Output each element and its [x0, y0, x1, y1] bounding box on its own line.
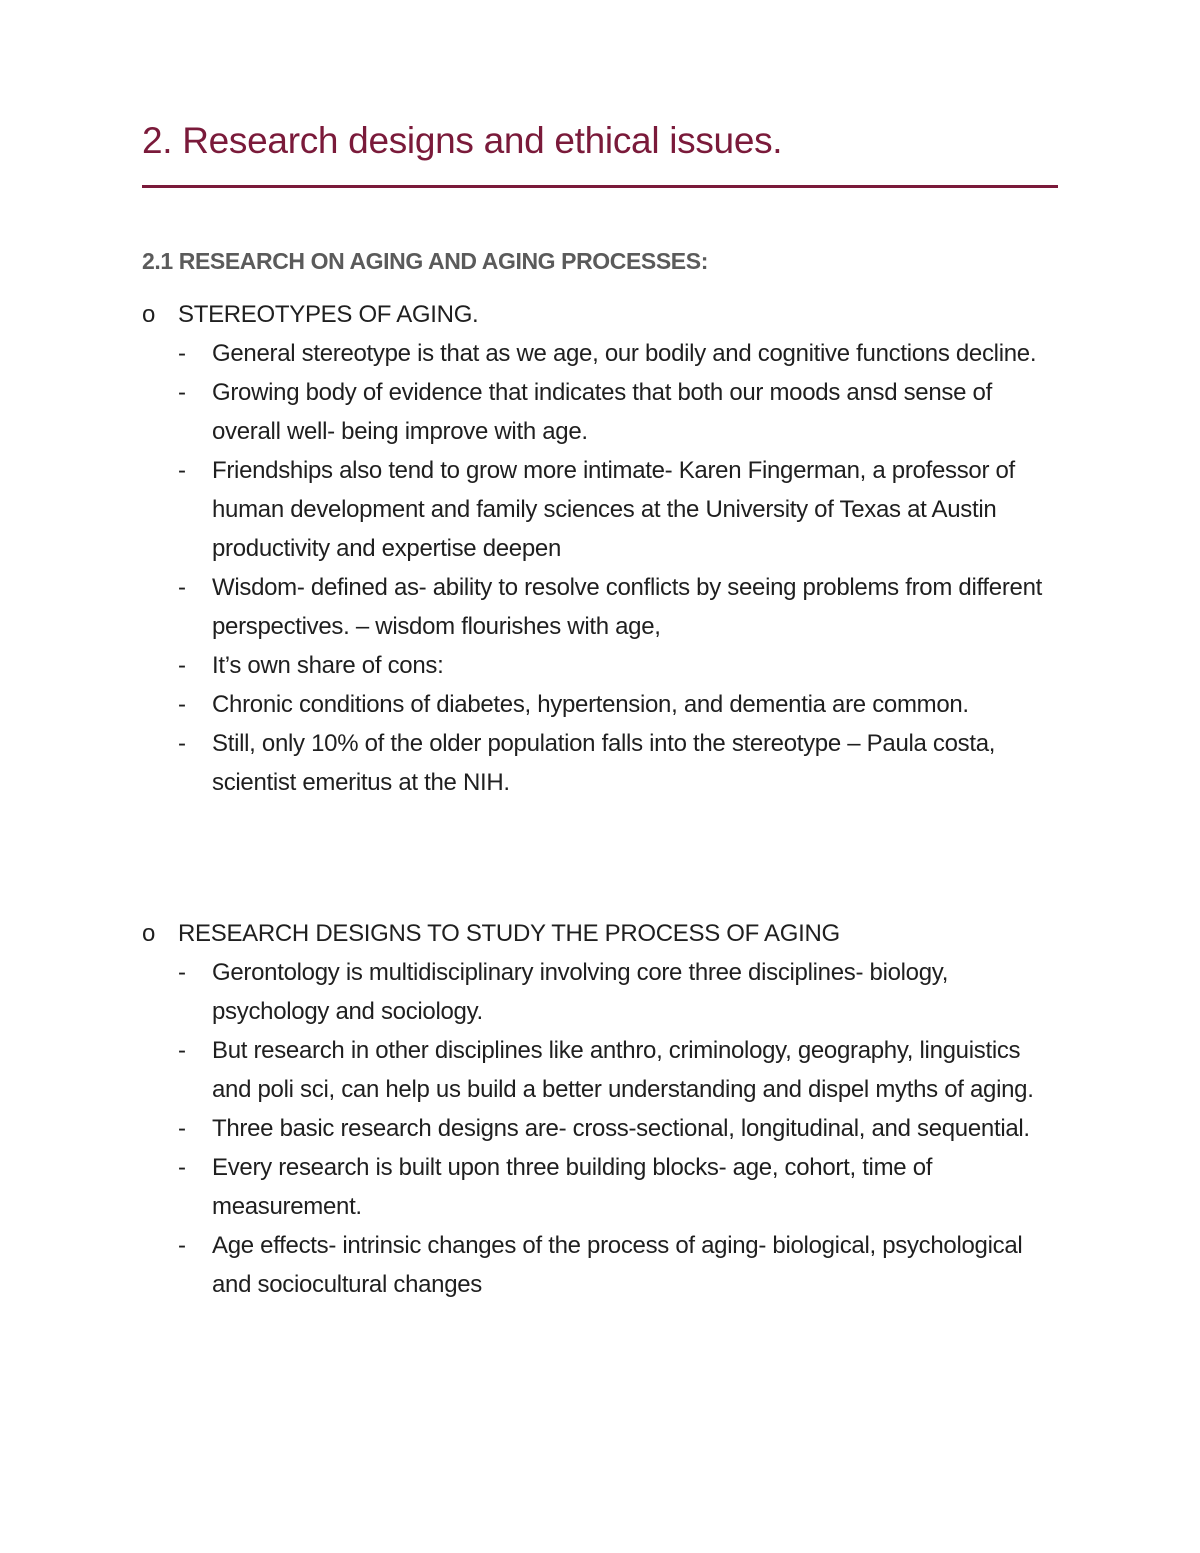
list-item	[142, 451, 1062, 568]
bullet-list	[142, 334, 1062, 802]
list-item-text: Chronic conditions of diabetes, hypertension, and dementia are common.	[212, 691, 969, 718]
title-divider	[142, 185, 1058, 188]
dash-bullet-icon: -	[178, 1115, 186, 1142]
dash-bullet-icon: -	[178, 730, 186, 757]
list-item-text: General stereotype is that as we age, our bodily and cognitive functions decline.	[212, 340, 1037, 367]
list-item	[142, 953, 1062, 1031]
list-item	[142, 373, 1062, 451]
list-item	[142, 568, 1062, 646]
topic-stereotypes	[142, 296, 1062, 802]
list-item-text: It’s own share of cons:	[212, 652, 444, 679]
list-item	[142, 724, 1062, 802]
dash-bullet-icon: -	[178, 1154, 186, 1181]
list-item-text: Friendships also tend to grow more intimate- Karen Fingerman, a professor of human development and family sciences at the University of Texas at Austin productivity and expertise deepen	[212, 457, 1015, 562]
list-item-text: Still, only 10% of the older population falls into the stereotype – Paula costa, scientist emeritus at the NIH.	[212, 730, 996, 796]
topic-heading: STEREOTYPES OF AGING.	[178, 301, 479, 328]
list-item-text: Every research is built upon three building blocks- age, cohort, time of measurement.	[212, 1154, 933, 1220]
section-heading: 2.1 RESEARCH ON AGING AND AGING PROCESSES:	[142, 248, 708, 274]
bullet-list	[142, 953, 1062, 1304]
list-item-text: But research in other disciplines like anthro, criminology, geography, linguistics and poli sci, can help us build a better understanding and dispel myths of aging.	[212, 1037, 1034, 1103]
list-item	[142, 646, 1062, 685]
dash-bullet-icon: -	[178, 1037, 186, 1064]
dash-bullet-icon: -	[178, 959, 186, 986]
dash-bullet-icon: -	[178, 340, 186, 367]
list-item-text: Gerontology is multidisciplinary involving core three disciplines- biology, psychology and sociology.	[212, 959, 949, 1025]
dash-bullet-icon: -	[178, 574, 186, 601]
dash-bullet-icon: -	[178, 379, 186, 406]
list-item-text: Three basic research designs are- cross-sectional, longitudinal, and sequential.	[212, 1115, 1030, 1142]
list-item	[142, 334, 1062, 373]
topic-research-designs	[142, 915, 1062, 1304]
dash-bullet-icon: -	[178, 1232, 186, 1259]
dash-bullet-icon: -	[178, 457, 186, 484]
list-item	[142, 1148, 1062, 1226]
list-item-text: Growing body of evidence that indicates that both our moods ansd sense of overall well- being improve with age.	[212, 379, 992, 445]
topic-heading-row	[142, 296, 1062, 334]
document-title: 2. Research designs and ethical issues.	[142, 120, 783, 161]
topic-heading-row	[142, 915, 1062, 953]
topic-heading: RESEARCH DESIGNS TO STUDY THE PROCESS OF AGING	[178, 920, 840, 947]
list-item-text: Age effects- intrinsic changes of the process of aging- biological, psychological and sociocultural changes	[212, 1232, 1023, 1298]
dash-bullet-icon: -	[178, 652, 186, 679]
list-item	[142, 1226, 1062, 1304]
circle-bullet-icon: o	[142, 920, 156, 947]
list-item	[142, 685, 1062, 724]
dash-bullet-icon: -	[178, 691, 186, 718]
list-item-text: Wisdom- defined as- ability to resolve conflicts by seeing problems from different perspectives. – wisdom flourishes with age,	[212, 574, 1042, 640]
circle-bullet-icon: o	[142, 301, 156, 328]
list-item	[142, 1109, 1062, 1148]
list-item	[142, 1031, 1062, 1109]
